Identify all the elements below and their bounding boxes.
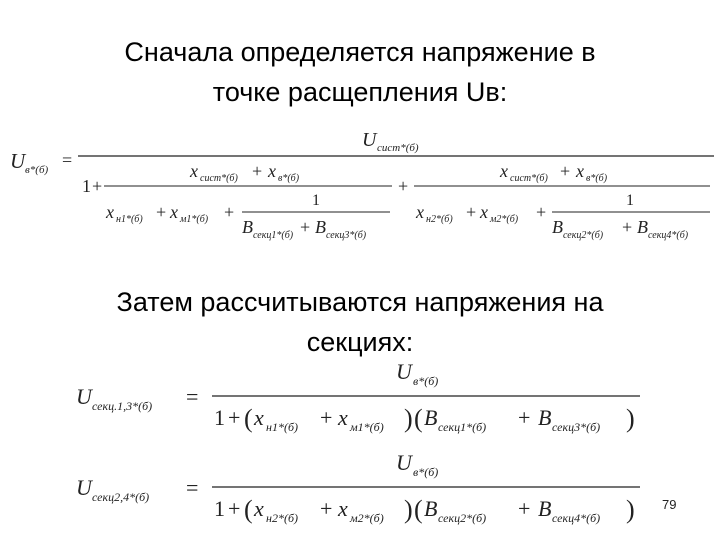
- numerator-symbol: U: [362, 129, 377, 151]
- one-digit: 1: [312, 192, 320, 209]
- b-sekc3-subscript: секц3*(б): [326, 230, 367, 241]
- plus-sign: +: [224, 202, 235, 222]
- plus-sign: +: [300, 217, 311, 237]
- x-n1-subscript: н1*(б): [266, 420, 298, 434]
- one-digit: 1: [214, 405, 225, 430]
- plus-sign: +: [560, 161, 571, 181]
- x-n2-subscript: н2*(б): [426, 214, 453, 225]
- x-n2-symbol: x: [254, 496, 264, 521]
- x-m1-symbol: x: [338, 405, 348, 430]
- x-m2-subscript: м2*(б): [350, 511, 384, 525]
- b-sekc3-subscript: секц3*(б): [552, 420, 601, 434]
- x-sist-subscript: сист*(б): [510, 173, 548, 184]
- b-sekc4-subscript: секц4*(б): [552, 511, 601, 525]
- numerator-symbol: U: [396, 450, 412, 475]
- numerator-subscript: в*(б): [413, 465, 439, 479]
- plus-sign: +: [622, 217, 633, 237]
- b-sekc2-subscript: секц2*(б): [438, 511, 487, 525]
- heading-line-1: Сначала определяется напряжение в: [124, 37, 596, 67]
- numerator-subscript: сист*(б): [377, 142, 419, 154]
- lhs-subscript: секц2,4*(б): [92, 490, 150, 504]
- b-sekc3-symbol: B: [315, 217, 326, 237]
- b-sekc1-symbol: B: [242, 217, 253, 237]
- x-sist-symbol: x: [500, 161, 508, 181]
- b-sekc2-symbol: B: [552, 217, 563, 237]
- plus-sign: +: [156, 202, 167, 222]
- lhs-subscript: в*(б): [25, 164, 49, 176]
- left-paren: (: [414, 495, 423, 524]
- equals-sign: =: [62, 150, 73, 170]
- b-sekc1-subscript: секц1*(б): [253, 230, 294, 241]
- x-v-symbol: x: [576, 161, 584, 181]
- x-v-subscript: в*(б): [278, 173, 300, 184]
- x-m1-symbol: x: [170, 202, 178, 222]
- plus-sign: +: [536, 202, 547, 222]
- plus-sign: +: [518, 496, 531, 521]
- right-paren: ): [404, 495, 413, 524]
- heading-line-1: Затем рассчитываются напряжения на: [116, 287, 604, 317]
- x-m1-subscript: м1*(б): [350, 420, 384, 434]
- x-n1-symbol: x: [254, 405, 264, 430]
- lhs-subscript: секц.1,3*(б): [92, 399, 153, 413]
- x-n1-symbol: x: [106, 202, 114, 222]
- one-digit: 1: [626, 192, 634, 209]
- lhs-symbol: U: [76, 475, 92, 500]
- numerator-subscript: в*(б): [413, 374, 439, 388]
- right-paren: ): [404, 404, 413, 433]
- x-v-subscript: в*(б): [586, 173, 608, 184]
- b-sekc3-symbol: B: [538, 405, 552, 430]
- one-digit: 1: [82, 176, 91, 196]
- page-number: 79: [662, 497, 677, 512]
- b-sekc2-symbol: B: [424, 496, 438, 521]
- plus-sign: +: [518, 405, 531, 430]
- b-sekc1-subscript: секц1*(б): [438, 420, 487, 434]
- plus-sign: +: [228, 496, 241, 521]
- b-sekc4-symbol: B: [538, 496, 552, 521]
- plus-sign: +: [252, 161, 263, 181]
- plus-sign: +: [320, 405, 333, 430]
- right-paren: ): [626, 495, 635, 524]
- heading-line-2: точке расщепления Uв:: [212, 77, 508, 107]
- plus-sign: +: [92, 176, 103, 196]
- plus-sign: +: [228, 405, 241, 430]
- plus-sign: +: [398, 176, 409, 196]
- equals-sign: =: [186, 475, 199, 500]
- x-n2-symbol: x: [416, 202, 424, 222]
- b-sekc1-symbol: B: [424, 405, 438, 430]
- b-sekc4-symbol: B: [637, 217, 648, 237]
- x-v-symbol: x: [268, 161, 276, 181]
- b-sekc2-subscript: секц2*(б): [563, 230, 604, 241]
- right-paren: ): [626, 404, 635, 433]
- equals-sign: =: [186, 384, 199, 409]
- left-paren: (: [244, 495, 253, 524]
- x-m2-symbol: x: [480, 202, 488, 222]
- left-paren: (: [244, 404, 253, 433]
- b-sekc4-subscript: секц4*(б): [648, 230, 689, 241]
- one-digit: 1: [214, 496, 225, 521]
- x-sist-symbol: x: [190, 161, 198, 181]
- plus-sign: +: [320, 496, 333, 521]
- numerator-symbol: U: [396, 359, 412, 384]
- lhs-symbol: U: [76, 384, 92, 409]
- x-n2-subscript: н2*(б): [266, 511, 298, 525]
- x-m1-subscript: м1*(б): [180, 214, 209, 225]
- lhs-symbol: U: [10, 149, 26, 173]
- plus-sign: +: [466, 202, 477, 222]
- x-sist-subscript: сист*(б): [200, 173, 238, 184]
- x-m2-symbol: x: [338, 496, 348, 521]
- heading-line-2: секциях:: [306, 327, 414, 357]
- left-paren: (: [414, 404, 423, 433]
- x-n1-subscript: н1*(б): [116, 214, 143, 225]
- x-m2-subscript: м2*(б): [490, 214, 519, 225]
